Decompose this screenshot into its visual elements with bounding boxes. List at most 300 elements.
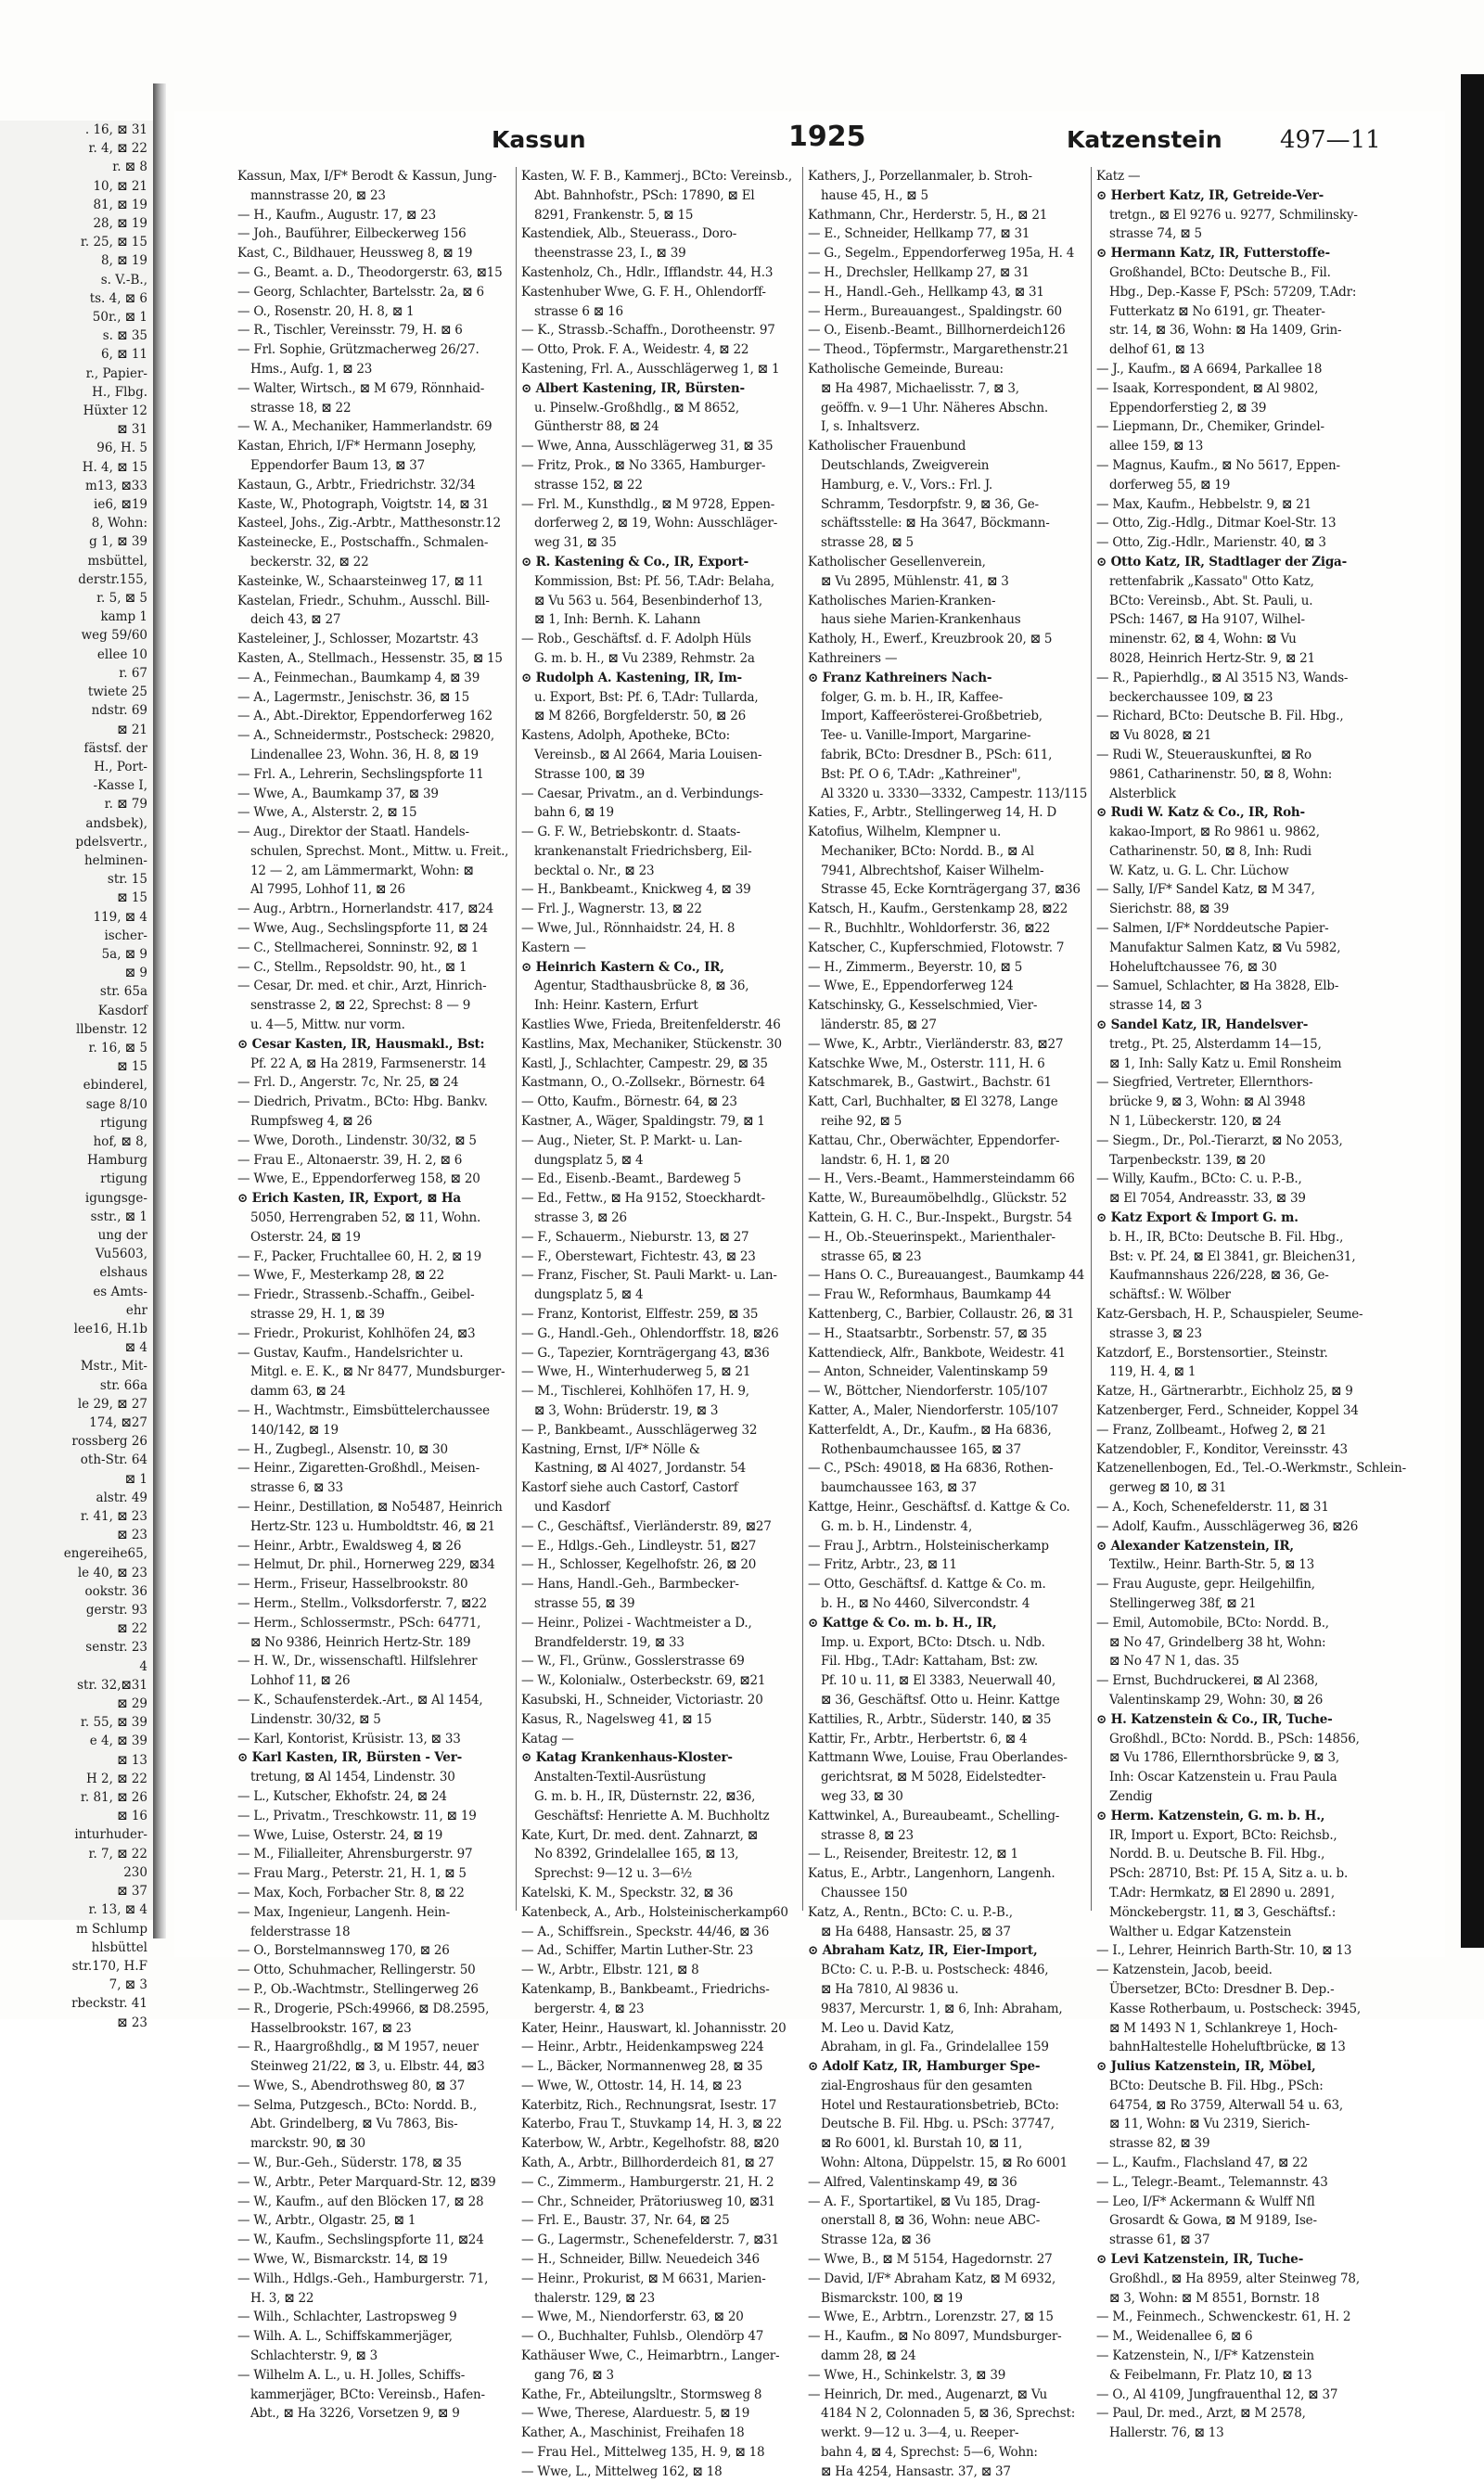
directory-entry-line: Kasteinecke, E., Postschaffn., Schmalen- <box>237 535 489 551</box>
directory-entry-line: Sierichstr. 88, ⊠ 39 <box>1109 902 1230 917</box>
directory-entry-line: ⊙ Karl Kasten, IR, Bürsten - Ver- <box>237 1750 463 1766</box>
previous-page-line: H. 4, ⊠ 15 <box>82 459 147 475</box>
directory-entry-line: Strasse 12a, ⊠ 36 <box>821 2233 931 2248</box>
directory-entry-line: Kasten, W. F. B., Kammerj., BCto: Vereinsb., <box>521 169 792 184</box>
directory-entry-line: baumchaussee 163, ⊠ 37 <box>821 1480 978 1496</box>
previous-page-line: andsbek), <box>85 815 147 831</box>
directory-entry-line: Steinweg 21/22, ⊠ 3, u. Elbstr. 44, ⊠3 <box>250 2059 485 2075</box>
directory-entry-line: weg 33, ⊠ 30 <box>821 1788 903 1804</box>
previous-page-line: ⊠ 23 <box>117 2015 147 2030</box>
previous-page-line: Vu5603, <box>95 1247 147 1262</box>
directory-entry-line: Katschke Wwe, M., Osterstr. 111, H. 6 <box>808 1055 1045 1071</box>
directory-entry-line: — David, I/F* Abraham Katz, ⊠ M 6932, <box>808 2271 1056 2286</box>
directory-entry-line: Imp. u. Export, BCto: Dtsch. u. Ndb. <box>821 1634 1045 1650</box>
directory-entry-line: Inh: Heinr. Kastern, Erfurt <box>534 998 698 1014</box>
directory-entry-line: — Otto, Zig.-Hdlg., Ditmar Koel-Str. 13 <box>1096 516 1337 531</box>
directory-entry-line: — G., Handl.-Geh., Ohlendorffstr. 18, ⊠26 <box>521 1325 779 1341</box>
directory-entry-line: 5050, Herrengraben 52, ⊠ 11, Wohn. <box>250 1210 481 1226</box>
directory-entry-line: — L., Kaufm., Flachsland 47, ⊠ 22 <box>1096 2156 1308 2171</box>
directory-entry-line: kammerjäger, BCto: Vereinsb., Hafen- <box>250 2386 485 2402</box>
directory-entry-line: Tarpenbeckstr. 139, ⊠ 20 <box>1109 1152 1266 1168</box>
previous-page-line: le 40, ⊠ 23 <box>77 1565 147 1580</box>
directory-entry-line: folger, G. m. b. H., IR, Kaffee- <box>821 689 1004 705</box>
directory-entry-line: — Katzenstein, N., I/F* Katzenstein <box>1096 2348 1314 2364</box>
directory-entry-line: Kastning, Ernst, I/F* Nölle & <box>521 1441 700 1457</box>
directory-entry-line: — Richard, BCto: Deutsche B. Fil. Hbg., <box>1096 709 1344 724</box>
directory-entry-line: ⊙ Rudolph A. Kastening, IR, Im- <box>521 670 742 685</box>
directory-entry-line: Kathmann, Chr., Herderstr. 5, H., ⊠ 21 <box>808 207 1048 223</box>
directory-entry-line: Strasse 100, ⊠ 39 <box>534 766 646 782</box>
directory-entry-line: — Wwe, W., Bismarckstr. 14, ⊠ 19 <box>237 2252 448 2268</box>
directory-entry-line: Wohn: Altona, Düppelstr. 15, ⊠ Ro 6001 <box>821 2156 1068 2171</box>
previous-page-line: rbeckstr. 41 <box>71 1996 147 2012</box>
header-first-entry: Kassun <box>492 126 586 153</box>
directory-entry-line: Nordd. B. u. Deutsche B. Fil. Hbg., <box>1109 1847 1325 1862</box>
directory-entry-line: — Wwe, Luise, Osterstr. 24, ⊠ 19 <box>237 1827 443 1843</box>
directory-entry-line: I, s. Inhaltsverz. <box>821 419 920 435</box>
directory-entry-line: Brandfelderstr. 19, ⊠ 33 <box>534 1634 684 1650</box>
directory-entry-line: ⊙ Erich Kasten, IR, Export, ⊠ Ha <box>237 1191 461 1207</box>
previous-page-line: ⊠ 21 <box>117 722 147 737</box>
directory-entry-line: Güntherstr 88, ⊠ 24 <box>534 419 659 435</box>
directory-entry-line: — Otto, Schuhmacher, Rellingerstr. 50 <box>237 1963 476 1978</box>
directory-entry-line: ⊠ Ha 4254, Hansastr. 37, ⊠ 37 <box>821 2463 1011 2479</box>
directory-entry-line: — H., Vers.-Beamt., Hammersteindamm 66 <box>808 1171 1075 1187</box>
directory-entry-line: Abt., ⊠ Ha 3226, Vorsetzen 9, ⊠ 9 <box>250 2406 460 2422</box>
directory-entry-line: — Hans O. C., Bureauangest., Baumkamp 44 <box>808 1268 1085 1284</box>
directory-entry-line: delhof 61, ⊠ 13 <box>1109 342 1205 358</box>
directory-entry-line: — W., Arbtr., Elbstr. 121, ⊠ 8 <box>521 1963 699 1978</box>
directory-entry-line: — Rob., Geschäftsf. d. F. Adolph Hüls <box>521 632 751 647</box>
directory-entry-line: — A., Lagermstr., Jenischstr. 36, ⊠ 15 <box>237 689 469 705</box>
previous-page-line: ⊠ 1 <box>124 1471 147 1487</box>
directory-entry-line: bahn 6, ⊠ 19 <box>534 805 614 821</box>
directory-entry-line: Textilw., Heinr. Barth-Str. 5, ⊠ 13 <box>1109 1557 1315 1573</box>
directory-column-2 <box>521 167 800 2479</box>
directory-entry-line: ⊠ 1, Inh: Sally Katz u. Emil Ronsheim <box>1109 1055 1342 1071</box>
directory-entry-line: — M., Filialleiter, Ahrensburgerstr. 97 <box>237 1847 473 1862</box>
directory-entry-line: weg 31, ⊠ 35 <box>534 535 617 551</box>
directory-entry-line: ⊙ Adolf Katz, IR, Hamburger Spe- <box>808 2059 1041 2075</box>
directory-entry-line: Rumpfsweg 4, ⊠ 26 <box>250 1114 373 1130</box>
directory-entry-line: strasse 18, ⊠ 22 <box>250 400 352 416</box>
previous-page-line: igungsge- <box>84 1190 147 1206</box>
directory-entry-line: Katz, A., Rentn., BCto: C. u. P.-B., <box>808 1904 1013 1920</box>
directory-entry-line: — M., Feinmech., Schwenckestr. 61, H. 2 <box>1096 2309 1351 2325</box>
directory-entry-line: theenstrasse 23, I., ⊠ 39 <box>534 246 686 262</box>
directory-entry-line: zial-Engroshaus für den gesamten <box>821 2078 1032 2093</box>
directory-entry-line: — Heinr., Destillation, ⊠ No5487, Heinrich <box>237 1499 503 1515</box>
column-rule <box>1091 167 1092 1911</box>
directory-entry-line: — O., Eisenb.-Beamt., Billhornerdeich126 <box>808 323 1066 339</box>
previous-page-line: r. 4, ⊠ 22 <box>88 141 147 157</box>
directory-entry-line: Kattendieck, Alfr., Bankbote, Weidestr. 41 <box>808 1345 1066 1361</box>
previous-page-line: r. 67 <box>119 665 147 681</box>
directory-entry-line: Kasteel, Johs., Zig.-Arbtr., Matthesonstr.12 <box>237 516 501 531</box>
directory-entry-line: länderstr. 85, ⊠ 27 <box>821 1017 937 1033</box>
directory-entry-line: strasse 152, ⊠ 22 <box>534 477 643 493</box>
previous-page-line: rtigung <box>100 1115 147 1131</box>
previous-page-line: oth-Str. 64 <box>80 1452 147 1468</box>
directory-entry-line: Katofius, Wilhelm, Klempner u. <box>808 825 1002 840</box>
directory-entry-line: — Aug., Arbtrn., Hornerlandstr. 417, ⊠24 <box>237 902 493 917</box>
directory-entry-line: geöffn. v. 9—1 Uhr. Näheres Abschn. <box>821 400 1048 416</box>
directory-entry-line: — R., Buchhltr., Wohldorferstr. 36, ⊠22 <box>808 921 1051 937</box>
directory-entry-line: ⊙ Levi Katzenstein, IR, Tuche- <box>1096 2252 1304 2268</box>
previous-page-line: ⊠ 37 <box>117 1884 147 1900</box>
directory-entry-line: Kattir, Fr., Arbtr., Herbertstr. 6, ⊠ 4 <box>808 1731 1028 1746</box>
directory-entry-line: — Leo, I/F* Ackermann & Wulff Nfl <box>1096 2194 1315 2209</box>
directory-entry-line: Kasse Rotherbaum, u. Postscheck: 3945, <box>1109 2001 1361 2016</box>
directory-entry-line: — Wwe, F., Mesterkamp 28, ⊠ 22 <box>237 1268 445 1284</box>
directory-entry-line: 7941, Albrechtshof, Kaiser Wilhelm- <box>821 863 1044 878</box>
directory-entry-line: — K., Schaufensterdek.-Art., ⊠ Al 1454, <box>237 1692 483 1708</box>
directory-entry-line: beckerchaussee 109, ⊠ 23 <box>1109 689 1273 705</box>
previous-page-line: Kasdorf <box>97 1003 147 1018</box>
directory-entry-line: — Otto, Geschäftsf. d. Kattge & Co. m. <box>808 1577 1046 1593</box>
directory-entry-line: — G., Lagermstr., Schenefelderstr. 7, ⊠31 <box>521 2233 779 2248</box>
directory-entry-line: schäftsstelle: ⊠ Ha 3647, Böckmann- <box>821 516 1050 531</box>
directory-entry-line: — Isaak, Korrespondent, ⊠ Al 9802, <box>1096 380 1319 396</box>
directory-entry-line: — H., Staatsarbtr., Sorbenstr. 57, ⊠ 35 <box>808 1325 1047 1341</box>
directory-entry-line: strasse 6, ⊠ 33 <box>250 1480 343 1496</box>
directory-entry-line: W. Katz, u. G. L. Chr. Lüchow <box>1109 863 1289 878</box>
previous-page-line: g 1, ⊠ 39 <box>89 534 147 550</box>
directory-entry-line: Lohhof 11, ⊠ 26 <box>250 1673 351 1689</box>
directory-entry-line: Kastmann, O., O.-Zollsekr., Börnestr. 64 <box>521 1075 765 1091</box>
directory-entry-line: — Frau E., Altonaerstr. 39, H. 2, ⊠ 6 <box>237 1152 463 1168</box>
directory-entry-line: — W., Fl., Grünw., Gosslerstrasse 69 <box>521 1654 745 1670</box>
directory-entry-line: — C., PSch: 49018, ⊠ Ha 6836, Rothen- <box>808 1461 1054 1477</box>
directory-entry-line: Bst: Pf. O 6, T.Adr: „Kathreiner", <box>821 766 1021 782</box>
directory-entry-line: Kattau, Chr., Oberwächter, Eppendorfer- <box>808 1132 1060 1148</box>
header-last-entry: Katzenstein <box>1067 126 1222 153</box>
directory-entry-line: — Franz, Fischer, St. Pauli Markt- u. Lan- <box>521 1268 777 1284</box>
previous-page-line: str. 66a <box>99 1377 147 1393</box>
directory-entry-line: — W., Arbtr., Olgastr. 25, ⊠ 1 <box>237 2213 416 2229</box>
directory-entry-line: Kathe, Fr., Abteilungsltr., Stormsweg 8 <box>521 2386 762 2402</box>
directory-entry-line: Katholischer Gesellenverein, <box>808 554 986 569</box>
directory-entry-line: b. H., ⊠ No 4460, Silvercondstr. 4 <box>821 1595 1030 1611</box>
previous-page-line: ⊠ 15 <box>117 1059 147 1075</box>
directory-entry-line: Kattwinkel, A., Bureaubeamt., Schelling- <box>808 1808 1060 1823</box>
previous-page-line: engereihe65, <box>63 1546 147 1562</box>
directory-entry-line: — H., Wachtmstr., Eimsbüttelerchaussee <box>237 1403 490 1418</box>
directory-entry-line: — Ad., Schiffer, Martin Luther-Str. 23 <box>521 1943 754 1959</box>
directory-entry-line: Kastlies Wwe, Frieda, Breitenfelderstr. 46 <box>521 1017 781 1033</box>
directory-entry-line: tretung, ⊠ Al 1454, Lindenstr. 30 <box>250 1770 455 1785</box>
directory-entry-line: Katte, W., Bureaumöbelhdlg., Glückstr. 52 <box>808 1191 1068 1207</box>
directory-entry-line: — Wwe, A., Alsterstr. 2, ⊠ 15 <box>237 805 417 821</box>
previous-page-line: Mstr., Mit- <box>80 1359 147 1375</box>
directory-entry-line: ⊙ Alexander Katzenstein, IR, <box>1096 1538 1294 1554</box>
directory-entry-line: Abt. Bahnhofstr., PSch: 17890, ⊠ El <box>534 187 755 203</box>
directory-entry-line: ⊙ R. Kastening & Co., IR, Export- <box>521 554 749 569</box>
directory-entry-line: — H., Schlosser, Kegelhofstr. 26, ⊠ 20 <box>521 1557 757 1573</box>
directory-entry-line: fabrik, BCto: Dresdner B., PSch: 611, <box>821 747 1053 762</box>
column-rule <box>516 167 517 1911</box>
directory-entry-line: 8291, Frankenstr. 5, ⊠ 15 <box>534 207 694 223</box>
previous-page-line: alstr. 49 <box>96 1490 147 1505</box>
directory-entry-line: — Fritz, Prok., ⊠ No 3365, Hamburger- <box>521 457 766 473</box>
directory-entry-line: Kastenholz, Ch., Hdlr., Ifflandstr. 44, H.3 <box>521 264 774 280</box>
directory-entry-line: onerstall 8, ⊠ 36, Wohn: neue ABC- <box>821 2213 1041 2229</box>
previous-page-line: ookstr. 36 <box>84 1583 147 1599</box>
directory-entry-line: — P., Ob.-Wachtmstr., Stellingerweg 26 <box>237 1981 479 1997</box>
directory-entry-line: — C., Geschäftsf., Vierländerstr. 89, ⊠27 <box>521 1518 772 1534</box>
previous-page-line: ischer- <box>104 928 147 943</box>
directory-entry-line: — H., Handl.-Geh., Hellkamp 43, ⊠ 31 <box>808 284 1044 300</box>
directory-entry-line: — Frau Hel., Mittelweg 135, H. 9, ⊠ 18 <box>521 2445 765 2461</box>
previous-page-line: H., Flbg. <box>92 384 147 400</box>
directory-entry-line: dungsplatz 5, ⊠ 4 <box>534 1152 644 1168</box>
directory-entry-line: ⊠ 11, Wohn: ⊠ Vu 2319, Sierich- <box>1109 2117 1311 2132</box>
directory-entry-line: Manufaktur Salmen Katz, ⊠ Vu 5982, <box>1109 940 1341 955</box>
directory-entry-line: Kattmann Wwe, Louise, Frau Oberlandes- <box>808 1750 1068 1766</box>
previous-page-line: 174, ⊠27 <box>89 1415 147 1431</box>
directory-entry-line: IR, Import u. Export, BCto: Reichsb., <box>1109 1827 1337 1843</box>
directory-entry-line: tretg., Pt. 25, Alsterdamm 14—15, <box>1109 1036 1322 1052</box>
directory-entry-line: — Wwe, K., Arbtr., Vierländerstr. 83, ⊠27 <box>808 1036 1064 1052</box>
directory-entry-line: Tee- u. Vanille-Import, Margarine- <box>821 728 1031 744</box>
directory-entry-line: ⊠ 36, Geschäftsf. Otto u. Heinr. Kattge <box>821 1692 1060 1708</box>
directory-entry-line: Katschmarek, B., Gastwirt., Bachstr. 61 <box>808 1075 1052 1091</box>
directory-entry-line: Großhdl., ⊠ Ha 8959, alter Steinweg 78, <box>1109 2271 1360 2286</box>
directory-entry-line: ⊠ Vu 8028, ⊠ 21 <box>1109 728 1212 744</box>
directory-entry-line: — G., Segelm., Eppendorferweg 195a, H. 4 <box>808 246 1075 262</box>
directory-entry-line: ⊠ El 7054, Andreasstr. 33, ⊠ 39 <box>1109 1191 1306 1207</box>
directory-entry-line: Kathreiners — <box>808 650 898 666</box>
directory-entry-line: ⊙ Abraham Katz, IR, Eier-Import, <box>808 1943 1038 1959</box>
directory-entry-line: — Wwe, A., Baumkamp 37, ⊠ 39 <box>237 786 439 801</box>
directory-entry-line: strasse 6 ⊠ 16 <box>534 303 623 319</box>
directory-entry-line: — Otto, Prok. F. A., Weidestr. 4, ⊠ 22 <box>521 342 749 358</box>
previous-page-line: twiete 25 <box>87 684 147 700</box>
directory-entry-line: bahn 4, ⊠ 4, Sprechst: 5—6, Wohn: <box>821 2445 1038 2461</box>
directory-entry-line: Mönckebergstr. 11, ⊠ 3, Geschäftsf.: <box>1109 1904 1337 1920</box>
directory-entry-line: Alsterblick <box>1109 786 1176 801</box>
directory-entry-line: felderstrasse 18 <box>250 1924 351 1939</box>
directory-entry-line: ⊙ Hermann Katz, IR, Futterstoffe- <box>1096 246 1330 262</box>
directory-entry-line: Lindenstr. 30/32, ⊠ 5 <box>250 1711 381 1727</box>
directory-entry-line: ⊙ Kattge & Co. m. b. H., IR, <box>808 1615 997 1631</box>
directory-entry-line: Katzdorf, E., Borstensortier., Steinstr. <box>1096 1345 1328 1361</box>
directory-entry-line: 8028, Heinrich Hertz-Str. 9, ⊠ 21 <box>1109 650 1315 666</box>
directory-entry-line: strasse 3, ⊠ 23 <box>1109 1325 1202 1341</box>
previous-page-line: 6, ⊠ 11 <box>101 347 147 363</box>
directory-entry-line: — O., Borstelmannsweg 170, ⊠ 26 <box>237 1943 450 1959</box>
directory-entry-line: — Katzenstein, Jacob, beeid. <box>1096 1963 1273 1978</box>
directory-entry-line: — Anton, Schneider, Valentinskamp 59 <box>808 1364 1048 1380</box>
directory-entry-line: Kate, Kurt, Dr. med. dent. Zahnarzt, ⊠ <box>521 1827 758 1843</box>
directory-entry-line: Katscher, C., Kupferschmied, Flotowstr. 7 <box>808 940 1065 955</box>
directory-entry-line: No 8392, Grindelallee 165, ⊠ 13, <box>534 1847 739 1862</box>
directory-entry-line: — Theod., Töpfermstr., Margarethenstr.21 <box>808 342 1069 358</box>
directory-entry-line: — Wwe, Jul., Rönnhaidstr. 24, H. 8 <box>521 921 736 937</box>
directory-entry-line: — Wwe, M., Niendorferstr. 63, ⊠ 20 <box>521 2309 744 2325</box>
directory-entry-line: — Heinr., Arbtr., Heidenkampsweg 224 <box>521 2040 764 2055</box>
directory-entry-line: — C., Stellmacherei, Sonninstr. 92, ⊠ 1 <box>237 940 480 955</box>
directory-entry-line: ⊙ Albert Kastening, IR, Bürsten- <box>521 380 745 396</box>
directory-entry-line: ⊠ M 1493 N 1, Schlankreye 1, Hoch- <box>1109 2020 1337 2036</box>
directory-entry-line: — I., Lehrer, Heinrich Barth-Str. 10, ⊠ 13 <box>1096 1943 1352 1959</box>
directory-entry-line: — Frau J., Arbtrn., Holsteinischerkamp <box>808 1538 1049 1554</box>
directory-entry-line: — O., Al 4109, Jungfrauenthal 12, ⊠ 37 <box>1096 2386 1338 2402</box>
directory-entry-line: Kasubski, H., Schneider, Victoriastr. 20 <box>521 1692 763 1708</box>
directory-entry-line: Kattein, G. H. C., Bur.-Inspekt., Burgstr. 54 <box>808 1210 1072 1226</box>
directory-entry-line: & Feibelmann, Fr. Platz 10, ⊠ 13 <box>1109 2367 1312 2383</box>
directory-entry-line: — Wwe, Anna, Ausschlägerweg 31, ⊠ 35 <box>521 439 774 454</box>
directory-entry-line: — Frau Auguste, gepr. Heilgehilfin, <box>1096 1577 1315 1593</box>
directory-entry-line: ⊠ Ro 6001, kl. Burstah 10, ⊠ 11, <box>821 2136 1023 2152</box>
previous-page-line: r. 7, ⊠ 22 <box>88 1846 147 1862</box>
directory-entry-line: — Wilh., Schlachter, Lastropsweg 9 <box>237 2309 457 2325</box>
directory-entry-line: Katt, Carl, Buchhalter, ⊠ El 3278, Lange <box>808 1094 1058 1110</box>
previous-page-line: gerstr. 93 <box>85 1603 147 1618</box>
directory-entry-line: G. m. b. H., Lindenstr. 4, <box>821 1518 973 1534</box>
previous-page-line: r. ⊠ 8 <box>112 160 147 175</box>
directory-entry-line: landstr. 6, H. 1, ⊠ 20 <box>821 1152 950 1168</box>
directory-entry-line: — Siegm., Dr., Pol.-Tierarzt, ⊠ No 2053, <box>1096 1132 1343 1148</box>
directory-entry-line: Katelski, K. M., Speckstr. 32, ⊠ 36 <box>521 1885 734 1900</box>
directory-entry-line: Kastorf siehe auch Castorf, Castorf <box>521 1480 738 1496</box>
directory-entry-line: — Heinrich, Dr. med., Augenarzt, ⊠ Vu <box>808 2386 1048 2402</box>
previous-page-line: llbenstr. 12 <box>75 1021 147 1037</box>
directory-entry-line: G. m. b. H., ⊠ Vu 2389, Rehmstr. 2a <box>534 650 755 666</box>
directory-entry-line: marckstr. 90, ⊠ 30 <box>250 2136 365 2152</box>
directory-entry-line: b. H., IR, BCto: Deutsche B. Fil. Hbg., <box>1109 1229 1344 1245</box>
directory-entry-line: Schramm, Tesdorpfstr. 9, ⊠ 36, Ge- <box>821 496 1039 512</box>
directory-entry-line: — Wwe, E., Eppendorferweg 124 <box>808 979 1014 994</box>
directory-entry-line: — Fritz, Arbtr., 23, ⊠ 11 <box>808 1557 957 1573</box>
directory-entry-line: — Frl. M., Kunsthdlg., ⊠ M 9728, Eppen- <box>521 496 775 512</box>
previous-page-line: str. 65a <box>99 984 147 1000</box>
scan-border <box>1461 74 1484 1948</box>
directory-entry-line: Deutsche B. Fil. Hbg. u. PSch: 37747, <box>821 2117 1055 2132</box>
directory-entry-line: — R., Haargroßhdlg., ⊠ M 1957, neuer <box>237 2040 479 2055</box>
directory-entry-line: Katenkamp, B., Bankbeamt., Friedrichs- <box>521 1981 770 1997</box>
directory-entry-line: Vereinsb., ⊠ Al 2664, Maria Louisen- <box>534 747 762 762</box>
directory-entry-line: — R., Drogerie, PSch:49966, ⊠ D8.2595, <box>237 2001 490 2016</box>
directory-entry-line: Katenbeck, A., Arb., Holsteinischerkamp60 <box>521 1904 788 1920</box>
directory-entry-line: Kastelan, Friedr., Schuhm., Ausschl. Bill- <box>237 593 490 608</box>
directory-entry-line: dungsplatz 5, ⊠ 4 <box>534 1287 644 1303</box>
directory-entry-line: — G., Beamt. a. D., Theodorgerstr. 63, ⊠15 <box>237 264 503 280</box>
directory-entry-line: — Herm., Bureauangest., Spaldingstr. 60 <box>808 303 1062 319</box>
directory-entry-line: — Wwe, Aug., Sechslingspforte 11, ⊠ 24 <box>237 921 488 937</box>
previous-page-line: Hüxter 12 <box>83 403 147 419</box>
directory-entry-line: 140/142, ⊠ 19 <box>250 1422 339 1438</box>
previous-page-line: ⊠ 31 <box>117 422 147 438</box>
directory-entry-line: Kastaun, G., Arbtr., Friedrichstr. 32/34 <box>237 477 476 493</box>
directory-entry-line: 64754, ⊠ Ro 3759, Alterwall 54 u. 63, <box>1109 2097 1343 2113</box>
directory-entry-line: Rothenbaumchaussee 165, ⊠ 37 <box>821 1441 1021 1457</box>
directory-entry-line: Kattenberg, C., Barbier, Collaustr. 26, ⊠ 31 <box>808 1307 1075 1323</box>
directory-entry-line: — C., Zimmerm., Hamburgerstr. 21, H. 2 <box>521 2174 774 2190</box>
directory-entry-line: — H., Drechsler, Hellkamp 27, ⊠ 31 <box>808 264 1030 280</box>
directory-entry-line: und Kasdorf <box>534 1499 610 1515</box>
directory-entry-line: — Wwe, W., Ottostr. 14, H. 14, ⊠ 23 <box>521 2078 742 2093</box>
previous-page-line: ⊠ 29 <box>117 1696 147 1712</box>
directory-entry-line: reihe 92, ⊠ 5 <box>821 1114 902 1130</box>
directory-entry-line: Hallerstr. 76, ⊠ 13 <box>1109 2425 1224 2441</box>
directory-entry-line: M. Leo u. David Katz, <box>821 2020 954 2036</box>
directory-entry-line: Großhdl., BCto: Nordd. B., PSch: 14856, <box>1109 1731 1360 1746</box>
directory-entry-line: — E., Hdlgs.-Geh., Lindleystr. 51, ⊠27 <box>521 1538 757 1554</box>
directory-entry-line: — Frl. Sophie, Grützmacherweg 26/27. <box>237 342 480 358</box>
directory-entry-line: — L., Privatm., Treschkowstr. 11, ⊠ 19 <box>237 1808 477 1823</box>
directory-entry-line: bahnHaltestelle Hoheluftbrücke, ⊠ 13 <box>1109 2040 1346 2055</box>
directory-entry-line: — J., Kaufm., ⊠ A 6694, Parkallee 18 <box>1096 361 1323 377</box>
directory-entry-line: Katterfeldt, A., Dr., Kaufm., ⊠ Ha 6836, <box>808 1422 1052 1438</box>
directory-entry-line: krankenanstalt Friedrichsberg, Eil- <box>534 843 752 859</box>
directory-column-4 <box>1096 167 1406 2441</box>
directory-entry-line: Valentinskamp 29, Wohn: 30, ⊠ 26 <box>1109 1692 1324 1708</box>
directory-entry-line: Kast, C., Bildhauer, Heussweg 8, ⊠ 19 <box>237 246 473 262</box>
directory-entry-line: Strasse 45, Ecke Kornträgergang 37, ⊠36 <box>821 882 1081 898</box>
directory-entry-line: — Wilh. A. L., Schiffskammerjäger, <box>237 2329 453 2345</box>
directory-entry-line: — Herm., Stellm., Volksdorferstr. 7, ⊠22 <box>237 1595 487 1611</box>
directory-entry-line: Import, Kaffeerösterei-Großbetrieb, <box>821 709 1043 724</box>
previous-page-line: r. 16, ⊠ 5 <box>88 1040 147 1055</box>
previous-page-line: 81, ⊠ 19 <box>93 197 147 212</box>
directory-entry-line: — W., Kolonialw., Osterbeckstr. 69, ⊠21 <box>521 1673 766 1689</box>
directory-entry-line: Kattge, Heinr., Geschäftsf. d. Kattge & Co. <box>808 1499 1070 1515</box>
previous-page-line: r., Papier- <box>85 365 147 381</box>
directory-entry-line: — Wwe, E., Arbtrn., Lorenzstr. 27, ⊠ 15 <box>808 2309 1054 2325</box>
directory-entry-line: deich 43, ⊠ 27 <box>250 612 341 628</box>
previous-page-line: H 2, ⊠ 22 <box>85 1771 147 1786</box>
directory-entry-line: — Heinr., Zigaretten-Großhdl., Meisen- <box>237 1461 480 1477</box>
directory-entry-line: Katholische Gemeinde, Bureau: <box>808 361 1004 377</box>
directory-entry-line: — Adolf, Kaufm., Ausschlägerweg 36, ⊠26 <box>1096 1518 1359 1534</box>
directory-entry-line: Al 3320 u. 3330—3332, Campestr. 113/115 <box>821 786 1088 801</box>
directory-entry-line: Hbg., Dep.-Kasse F, PSch: 57209, T.Adr: <box>1109 284 1357 300</box>
directory-entry-line: — R., Papierhdlg., ⊠ Al 3515 N3, Wands- <box>1096 670 1349 685</box>
directory-entry-line: — Karl, Kontorist, Krüsistr. 13, ⊠ 33 <box>237 1731 461 1746</box>
previous-page-line: 230 <box>123 1864 147 1880</box>
directory-entry-line: Katze, H., Gärtnerarbtr., Eichholz 25, ⊠ 9 <box>1096 1384 1353 1400</box>
previous-page-line: pdelsvertr., <box>75 834 147 850</box>
header-year: 1925 <box>788 121 866 153</box>
directory-entry-line: Eppendorferstieg 2, ⊠ 39 <box>1109 400 1267 416</box>
directory-entry-line: haus siehe Marien-Krankenhaus <box>821 612 1021 628</box>
directory-entry-line: — Wwe, H., Schinkelstr. 3, ⊠ 39 <box>808 2367 1006 2383</box>
directory-entry-line: Chaussee 150 <box>821 1885 908 1900</box>
directory-entry-line: rettenfabrik „Kassato" Otto Katz, <box>1109 573 1314 589</box>
previous-page-line: ie6, ⊠19 <box>94 497 147 513</box>
directory-entry-line: — Walter, Wirtsch., ⊠ M 679, Rönnhaid- <box>237 380 485 396</box>
directory-entry-line: Mitgl. e. E. K., ⊠ Nr 8477, Mundsburger- <box>250 1364 505 1380</box>
directory-entry-line: schulen, Sprechst. Mont., Mittw. u. Freit., <box>250 843 509 859</box>
previous-page-line: ⊠ 4 <box>124 1340 147 1356</box>
previous-page-line: ⊠ 15 <box>117 890 147 906</box>
page-gutter <box>153 83 166 1938</box>
directory-entry-line: — Wwe, Doroth., Lindenstr. 30/32, ⊠ 5 <box>237 1132 477 1148</box>
directory-entry-line: Katholischer Frauenbund <box>808 439 966 454</box>
previous-page-line: 28, ⊠ 19 <box>93 216 147 232</box>
previous-page-line: Hamburg <box>86 1153 147 1169</box>
directory-entry-line: — A., Abt.-Direktor, Eppendorferweg 162 <box>237 709 493 724</box>
directory-entry-line: Stellingerweg 38f, ⊠ 21 <box>1109 1595 1257 1611</box>
directory-entry-line: — Max, Koch, Forbacher Str. 8, ⊠ 22 <box>237 1885 465 1900</box>
previous-page-line: 8, Wohn: <box>91 516 147 531</box>
directory-entry-line: — W., Bur.-Geh., Süderstr. 178, ⊠ 35 <box>237 2156 462 2171</box>
directory-entry-line: kakao-Import, ⊠ Ro 9861 u. 9862, <box>1109 825 1320 840</box>
directory-entry-line: — Heinr., Arbtr., Ewaldsweg 4, ⊠ 26 <box>237 1538 462 1554</box>
directory-entry-line: ⊠ Ha 7810, Al 9836 u. <box>821 1981 959 1997</box>
previous-page-line: 5a, ⊠ 9 <box>101 946 147 962</box>
